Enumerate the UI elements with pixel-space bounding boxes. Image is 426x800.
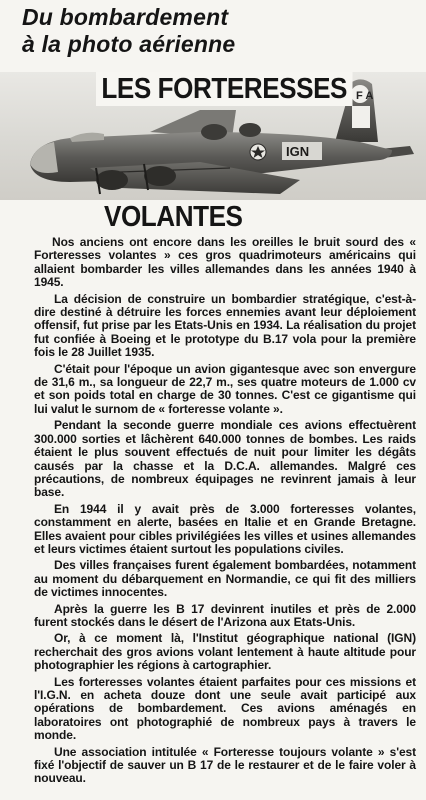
paragraph: Nos anciens ont encore dans les oreilles le bruit sourd des « Forteresses volantes » ces gros quadrimoteurs américains qui allaient bombarder les villes allemandes dans les années 1940 à 1945. [34, 235, 416, 290]
kicker-line-2: à la photo aérienne [22, 31, 236, 57]
kicker-line-1: Du bombardement [22, 4, 229, 30]
paragraph: Les forteresses volantes étaient parfaites pour ces missions et l'I.G.N. en acheta douze dont une seule avait participé aux opérations de bombardement. Ces avions aménagés en laboratoires ont photographié de nombreux pays à travers le monde. [34, 674, 416, 743]
tail-letters: F A [356, 90, 374, 102]
kicker-heading [22, 4, 412, 58]
paragraph: Une association intitulée « Forteresse toujours volante » s'est fixé l'objectif de sauver un B 17 de le restaurer et de le faire voler à nouveau. [34, 744, 416, 786]
paragraph: Des villes françaises furent également bombardées, notamment au moment du débarquement en Normandie, ce qui fit des milliers de victimes innocentes. [34, 558, 416, 600]
article-body [34, 236, 416, 789]
paragraph: Après la guerre les B 17 devinrent inutiles et près de 2.000 furent stockés dans le désert de l'Arizona aux Etats-Unis. [34, 601, 416, 629]
headline-part-1: LES FORTERESSES [96, 72, 352, 106]
headline-part-2: VOLANTES [104, 201, 243, 233]
paragraph: La décision de construire un bombardier stratégique, c'est-à-dire destiné à détruire les forces ennemies avant leur déploiement offensif, fut prise par les Etats-Unis en 1934. La réalisation du projet fut confiée à Boeing et le prototype du B.17 vola pour la première fois le 28 Juillet 1935. [34, 291, 416, 360]
paragraph: C'était pour l'époque un avion gigantesque avec son envergure de 31,6 m., sa longueur de 22,7 m., ses quatre moteurs de 1.000 cv et son poids total en charge de 30 tonnes. C'est ce gigantisme qui lui valut le surnom de « forteresse volante ». [34, 361, 416, 416]
paragraph: En 1944 il y avait près de 3.000 forteresses volantes, constamment en alerte, basées en Italie et en Grande Bretagne. Elles avaient pour cibles privilégiées les villes et usines allemandes et leurs victimes étaient surtout les populations civiles. [34, 501, 416, 556]
fuselage-marking: IGN [286, 144, 310, 159]
paragraph: Or, à ce moment là, l'Institut géographique national (IGN) recherchait des gros avions volant lentement à haute altitude pour photographier les régions à cartographier. [34, 631, 416, 673]
paragraph: Pendant la seconde guerre mondiale ces avions effectuèrent 300.000 sorties et lâchèrent 640.000 tonnes de bombes. Les raids étaient le plus souvent effectués de nuit pour limiter les dégâts causés par la chasse et la D.C.A. allemandes. Malgré ces précautions, de nombreux équipages ne revinrent jamais à leur base. [34, 418, 416, 500]
